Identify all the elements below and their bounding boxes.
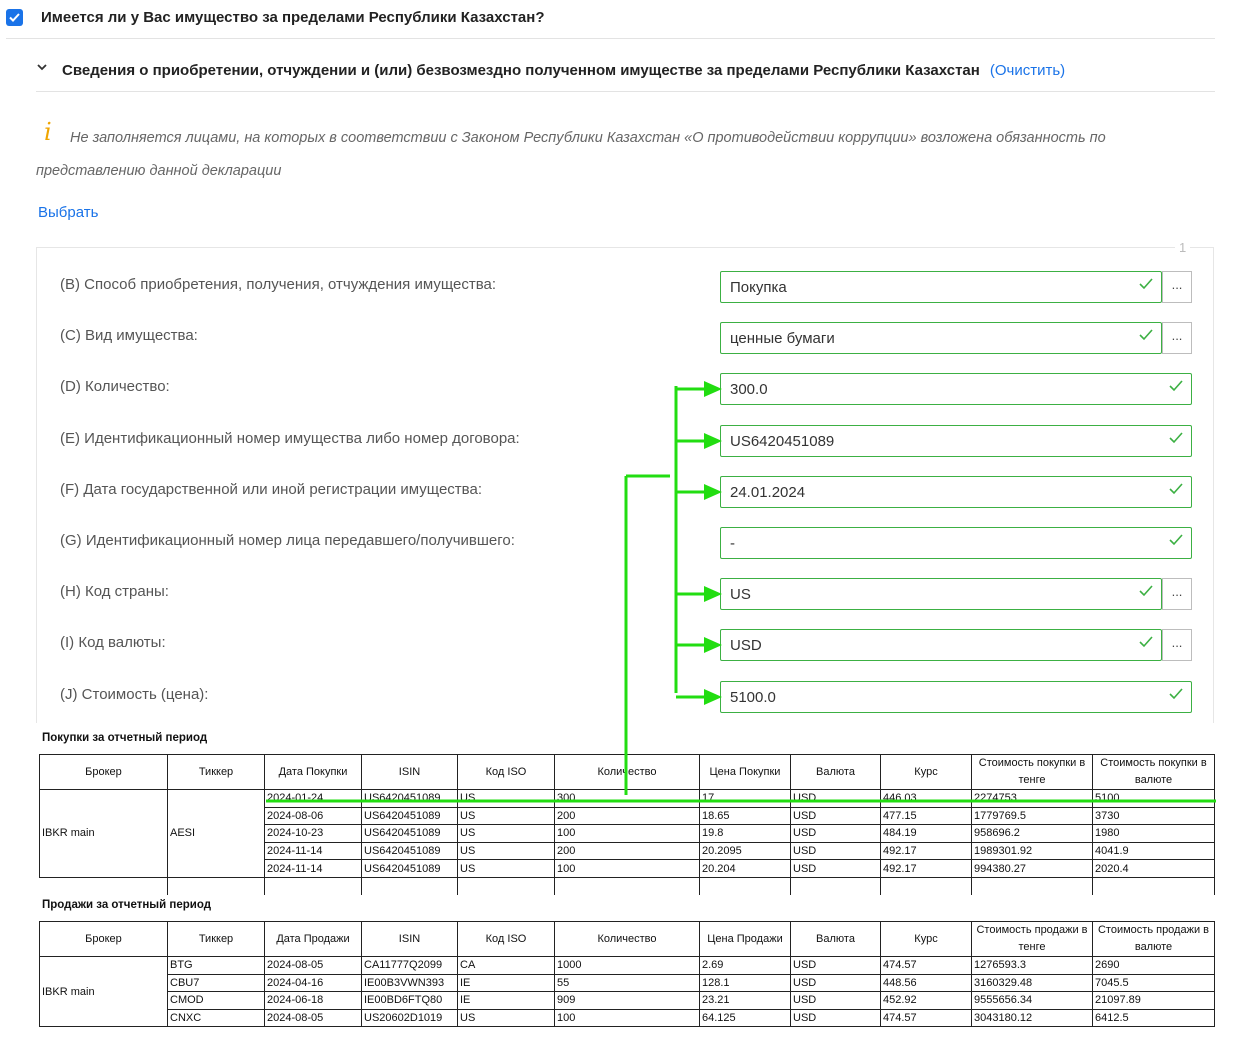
- table-cell: 2024-11-14: [265, 842, 362, 860]
- lookup-button[interactable]: ...: [1162, 271, 1192, 303]
- table-cell: 7045.5: [1093, 974, 1215, 992]
- table-cell: US6420451089: [362, 825, 458, 843]
- broker-cell: IBKR main: [40, 790, 168, 878]
- table-cell: US6420451089: [362, 860, 458, 878]
- table-cell: 5100: [1093, 790, 1215, 808]
- field-label: (C) Вид имущества:: [60, 327, 198, 344]
- column-header: ISIN: [362, 922, 458, 957]
- table-cell: 909: [555, 992, 700, 1010]
- column-header: Код ISO: [458, 755, 555, 790]
- field-label: (D) Количество:: [60, 378, 170, 395]
- table-cell: US: [458, 860, 555, 878]
- annotation-arrow-head: [704, 484, 722, 500]
- table-cell: USD: [791, 825, 881, 843]
- table-cell: USD: [791, 957, 881, 975]
- table-cell: US: [458, 842, 555, 860]
- table-cell: 200: [555, 842, 700, 860]
- column-header: Тиккер: [168, 755, 265, 790]
- section-title-text: Сведения о приобретении, отчуждении и (или) безвозмездно полученном имуществе за пределами Республики Казахстан: [62, 62, 980, 79]
- table-cell: USD: [791, 974, 881, 992]
- table-cell: 6412.5: [1093, 1009, 1215, 1027]
- table-cell: 17: [700, 790, 791, 808]
- annotation-arrow-head: [704, 586, 722, 602]
- column-header: Цена Покупки: [700, 755, 791, 790]
- table-cell: US6420451089: [362, 790, 458, 808]
- table-cell: USD: [791, 992, 881, 1010]
- column-header: Валюта: [791, 755, 881, 790]
- lookup-button[interactable]: ...: [1162, 322, 1192, 354]
- table-cell: IE: [458, 992, 555, 1010]
- annotation-arrow-heads: [676, 381, 722, 705]
- column-header: Количество: [555, 755, 700, 790]
- field-label: (E) Идентификационный номер имущества либо номер договора:: [60, 430, 520, 447]
- table-cell: 4041.9: [1093, 842, 1215, 860]
- table-cell: USD: [791, 842, 881, 860]
- table-cell: IE00B3VWN393: [362, 974, 458, 992]
- table-cell: 452.92: [881, 992, 972, 1010]
- field-label: (G) Идентификационный номер лица передавшего/получившего:: [60, 532, 515, 549]
- info-icon: i: [44, 118, 52, 146]
- purchases-caption: Покупки за отчетный период: [42, 732, 208, 744]
- field-label: (B) Способ приобретения, получения, отчуждения имущества:: [60, 276, 497, 293]
- table-cell: IE: [458, 974, 555, 992]
- table-cell: US: [458, 790, 555, 808]
- table-cell: USD: [791, 807, 881, 825]
- table-cell: CMOD: [168, 992, 265, 1010]
- table-cell: BTG: [168, 957, 265, 975]
- table-cell: 128.1: [700, 974, 791, 992]
- table-cell: 2274753: [972, 790, 1093, 808]
- table-cell: US6420451089: [362, 842, 458, 860]
- column-header: Стоимость продажи в валюте: [1093, 922, 1215, 957]
- table-cell: 2024-06-18: [265, 992, 362, 1010]
- table-cell: 492.17: [881, 860, 972, 878]
- table-cell: 20.2095: [700, 842, 791, 860]
- table-cell: US6420451089: [362, 807, 458, 825]
- table-cell: 2690: [1093, 957, 1215, 975]
- column-header: Дата Продажи: [265, 922, 362, 957]
- table-cell: 1980: [1093, 825, 1215, 843]
- table-cell: 21097.89: [1093, 992, 1215, 1010]
- table-cell: US20602D1019: [362, 1009, 458, 1027]
- table-cell: USD: [791, 1009, 881, 1027]
- annotation-lines: [266, 386, 1216, 801]
- table-cell: 3160329.48: [972, 974, 1093, 992]
- broker-cell: IBKR main: [40, 957, 168, 1027]
- table-cell: 18.65: [700, 807, 791, 825]
- table-cell: 100: [555, 1009, 700, 1027]
- table-cell: CA11777Q2099: [362, 957, 458, 975]
- table-cell: 2024-08-06: [265, 807, 362, 825]
- table-cell: 2024-11-14: [265, 860, 362, 878]
- column-header: Курс: [881, 922, 972, 957]
- table-cell: 23.21: [700, 992, 791, 1010]
- table-cell: 448.56: [881, 974, 972, 992]
- table-cell: CA: [458, 957, 555, 975]
- field-label: (I) Код валюты:: [60, 634, 166, 651]
- field-label: (F) Дата государственной или иной регистрации имущества:: [60, 481, 482, 498]
- annotation-arrow-head: [704, 381, 722, 397]
- table-cell: IE00BD6FTQ80: [362, 992, 458, 1010]
- ticker-cell: AESI: [168, 790, 265, 878]
- field-value: ценные бумаги: [730, 330, 835, 347]
- field-value: 300.0: [730, 381, 768, 398]
- panel-number: 1: [1175, 240, 1190, 255]
- table-cell: 477.15: [881, 807, 972, 825]
- field-label: (J) Стоимость (цена):: [60, 686, 209, 703]
- table-cell: 2024-01-24: [265, 790, 362, 808]
- column-header: Стоимость продажи в тенге: [972, 922, 1093, 957]
- column-header: Брокер: [40, 922, 168, 957]
- table-cell: US: [458, 1009, 555, 1027]
- table-cell: 19.8: [700, 825, 791, 843]
- table-cell: 474.57: [881, 1009, 972, 1027]
- lookup-button[interactable]: ...: [1162, 578, 1192, 610]
- field-value: 5100.0: [730, 689, 776, 706]
- table-cell: 2024-04-16: [265, 974, 362, 992]
- table-cell: 100: [555, 825, 700, 843]
- field-value: -: [730, 535, 735, 552]
- column-header: Дата Покупки: [265, 755, 362, 790]
- column-header: Тиккер: [168, 922, 265, 957]
- question-title: Имеется ли у Вас имущество за пределами Республики Казахстан?: [41, 9, 545, 26]
- table-cell: 1276593.3: [972, 957, 1093, 975]
- table-cell: USD: [791, 790, 881, 808]
- clear-link[interactable]: (Очистить): [989, 62, 1066, 79]
- table-cell: 2024-10-23: [265, 825, 362, 843]
- table-cell: USD: [791, 860, 881, 878]
- column-header: Цена Продажи: [700, 922, 791, 957]
- info-note: Не заполняется лицами, на которых в соответствии с Законом Республики Казахстан «О противодействии коррупции» возложена обязанность по представлению данной декларации: [36, 130, 1106, 179]
- table-cell: 20.204: [700, 860, 791, 878]
- table-cell: 492.17: [881, 842, 972, 860]
- field-value: Покупка: [730, 279, 787, 296]
- column-header: Валюта: [791, 922, 881, 957]
- table-cell: CNXC: [168, 1009, 265, 1027]
- table-cell: CBU7: [168, 974, 265, 992]
- field-value: 24.01.2024: [730, 484, 806, 501]
- table-cell: 474.57: [881, 957, 972, 975]
- table-cell: 2.69: [700, 957, 791, 975]
- annotation-arrow-head: [704, 637, 722, 653]
- table-cell: US: [458, 807, 555, 825]
- table-cell: 55: [555, 974, 700, 992]
- table-cell: 1779769.5: [972, 807, 1093, 825]
- sales-caption: Продажи за отчетный период: [42, 899, 211, 911]
- table-cell: 100: [555, 860, 700, 878]
- table-cell: 1989301.92: [972, 842, 1093, 860]
- column-header: Код ISO: [458, 922, 555, 957]
- field-value: US: [730, 586, 751, 603]
- table-cell: 994380.27: [972, 860, 1093, 878]
- table-cell: 446.03: [881, 790, 972, 808]
- table-cell: 3730: [1093, 807, 1215, 825]
- table-cell: 2020.4: [1093, 860, 1215, 878]
- table-cell: 1000: [555, 957, 700, 975]
- column-header: Брокер: [40, 755, 168, 790]
- table-cell: US: [458, 825, 555, 843]
- column-header: Количество: [555, 922, 700, 957]
- field-value: US6420451089: [730, 433, 835, 450]
- annotation-arrow-head: [704, 689, 722, 705]
- table-cell: 9555656.34: [972, 992, 1093, 1010]
- column-header: Стоимость покупки в валюте: [1093, 755, 1215, 790]
- table-cell: 3043180.12: [972, 1009, 1093, 1027]
- table-cell: 958696.2: [972, 825, 1093, 843]
- table-cell: 2024-08-05: [265, 957, 362, 975]
- column-header: ISIN: [362, 755, 458, 790]
- table-cell: 2024-08-05: [265, 1009, 362, 1027]
- table-cell: 300: [555, 790, 700, 808]
- column-header: Курс: [881, 755, 972, 790]
- table-cell: 200: [555, 807, 700, 825]
- column-header: Стоимость покупки в тенге: [972, 755, 1093, 790]
- annotation-arrow-head: [704, 433, 722, 449]
- lookup-button[interactable]: ...: [1162, 629, 1192, 661]
- table-cell: 64.125: [700, 1009, 791, 1027]
- table-cell: 484.19: [881, 825, 972, 843]
- field-label: (H) Код страны:: [60, 583, 169, 600]
- choose-link[interactable]: Выбрать: [38, 204, 99, 221]
- field-value: USD: [730, 637, 762, 654]
